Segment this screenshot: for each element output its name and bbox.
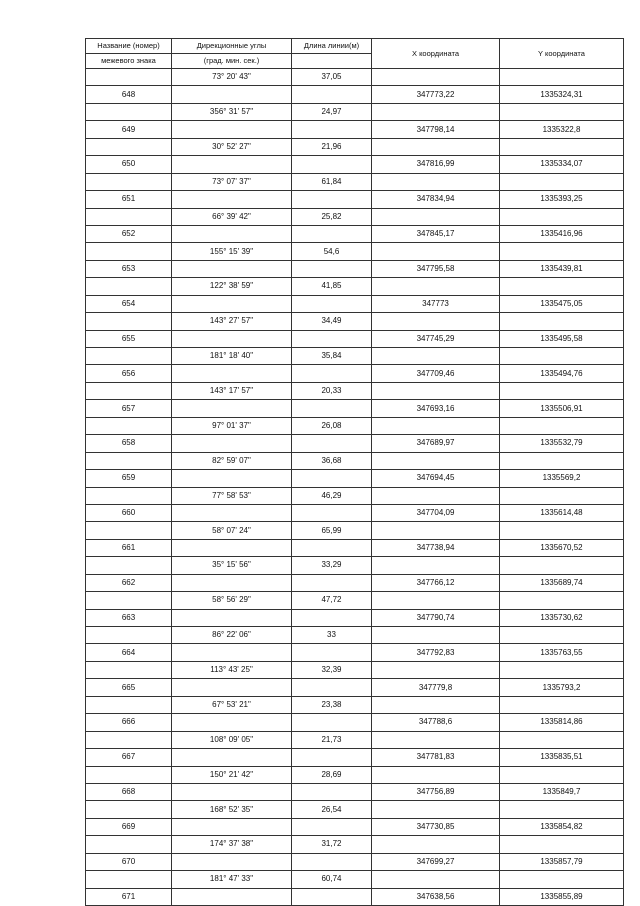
table-row xyxy=(86,627,624,644)
angle-cell xyxy=(172,853,292,870)
x-coordinate-cell: 347756,89 xyxy=(372,783,500,800)
table-row xyxy=(86,103,624,120)
marker-cell: 661 xyxy=(86,539,172,556)
table-row xyxy=(86,191,624,208)
angle-cell: 356° 31' 57" xyxy=(172,103,292,120)
length-cell: 32,39 xyxy=(292,661,372,678)
marker-cell xyxy=(86,522,172,539)
angle-cell xyxy=(172,330,292,347)
angle-cell xyxy=(172,783,292,800)
x-coordinate-cell: 347773,22 xyxy=(372,86,500,103)
y-coordinate-cell: 1335614,48 xyxy=(500,504,624,521)
length-cell xyxy=(292,330,372,347)
length-cell: 23,38 xyxy=(292,696,372,713)
y-coordinate-cell xyxy=(500,103,624,120)
table-row xyxy=(86,417,624,434)
angle-cell: 73° 07' 37" xyxy=(172,173,292,190)
marker-cell xyxy=(86,836,172,853)
length-cell: 21,96 xyxy=(292,138,372,155)
length-cell: 21,73 xyxy=(292,731,372,748)
x-coordinate-cell xyxy=(372,278,500,295)
x-coordinate-cell xyxy=(372,348,500,365)
table-row xyxy=(86,539,624,556)
length-cell xyxy=(292,435,372,452)
header-direction-angles: Дирекционные углы xyxy=(172,39,292,54)
length-cell xyxy=(292,574,372,591)
marker-cell: 663 xyxy=(86,609,172,626)
table-row xyxy=(86,818,624,835)
y-coordinate-cell xyxy=(500,348,624,365)
table-row xyxy=(86,644,624,661)
x-coordinate-cell: 347694,45 xyxy=(372,470,500,487)
table-row xyxy=(86,435,624,452)
table-row xyxy=(86,504,624,521)
table-row xyxy=(86,121,624,138)
marker-cell xyxy=(86,278,172,295)
angle-cell xyxy=(172,191,292,208)
y-coordinate-cell: 1335532,79 xyxy=(500,435,624,452)
y-coordinate-cell: 1335506,91 xyxy=(500,400,624,417)
length-cell: 65,99 xyxy=(292,522,372,539)
x-coordinate-cell: 347766,12 xyxy=(372,574,500,591)
length-cell: 36,68 xyxy=(292,452,372,469)
marker-cell xyxy=(86,696,172,713)
y-coordinate-cell xyxy=(500,278,624,295)
y-coordinate-cell: 1335334,07 xyxy=(500,156,624,173)
y-coordinate-cell: 1335495,58 xyxy=(500,330,624,347)
length-cell xyxy=(292,609,372,626)
y-coordinate-cell xyxy=(500,452,624,469)
marker-cell: 662 xyxy=(86,574,172,591)
angle-cell xyxy=(172,365,292,382)
table-row xyxy=(86,452,624,469)
y-coordinate-cell: 1335322,8 xyxy=(500,121,624,138)
y-coordinate-cell: 1335793,2 xyxy=(500,679,624,696)
marker-cell: 665 xyxy=(86,679,172,696)
y-coordinate-cell xyxy=(500,208,624,225)
length-cell: 33 xyxy=(292,627,372,644)
x-coordinate-cell: 347834,94 xyxy=(372,191,500,208)
subheader-marker-name: межевого знака xyxy=(86,54,172,69)
y-coordinate-cell: 1335849,7 xyxy=(500,783,624,800)
length-cell xyxy=(292,295,372,312)
length-cell: 28,69 xyxy=(292,766,372,783)
table-row xyxy=(86,400,624,417)
angle-cell: 113° 43' 25" xyxy=(172,661,292,678)
marker-cell xyxy=(86,382,172,399)
x-coordinate-cell: 347689,97 xyxy=(372,435,500,452)
y-coordinate-cell xyxy=(500,417,624,434)
y-coordinate-cell: 1335569,2 xyxy=(500,470,624,487)
y-coordinate-cell xyxy=(500,138,624,155)
x-coordinate-cell: 347693,16 xyxy=(372,400,500,417)
y-coordinate-cell: 1335763,55 xyxy=(500,644,624,661)
table-row xyxy=(86,557,624,574)
length-cell: 20,33 xyxy=(292,382,372,399)
marker-cell xyxy=(86,801,172,818)
marker-cell: 653 xyxy=(86,260,172,277)
boundary-coordinates-table xyxy=(85,38,624,906)
angle-cell: 143° 27' 57" xyxy=(172,313,292,330)
x-coordinate-cell xyxy=(372,836,500,853)
x-coordinate-cell xyxy=(372,103,500,120)
y-coordinate-cell: 1335670,52 xyxy=(500,539,624,556)
marker-cell: 668 xyxy=(86,783,172,800)
angle-cell xyxy=(172,644,292,661)
x-coordinate-cell xyxy=(372,69,500,86)
marker-cell: 659 xyxy=(86,470,172,487)
table-row xyxy=(86,766,624,783)
table-row xyxy=(86,330,624,347)
marker-cell xyxy=(86,69,172,86)
y-coordinate-cell xyxy=(500,627,624,644)
x-coordinate-cell: 347845,17 xyxy=(372,225,500,242)
table-row xyxy=(86,69,624,86)
subheader-direction-units: (град. мин. сек.) xyxy=(172,54,292,69)
x-coordinate-cell: 347779,8 xyxy=(372,679,500,696)
x-coordinate-cell: 347638,56 xyxy=(372,888,500,905)
y-coordinate-cell: 1335494,76 xyxy=(500,365,624,382)
length-cell: 46,29 xyxy=(292,487,372,504)
angle-cell xyxy=(172,818,292,835)
x-coordinate-cell: 347795,58 xyxy=(372,260,500,277)
table-row xyxy=(86,243,624,260)
y-coordinate-cell xyxy=(500,696,624,713)
header-line-length: Длина линии(м) xyxy=(292,39,372,54)
x-coordinate-cell xyxy=(372,452,500,469)
table-row xyxy=(86,348,624,365)
table-row xyxy=(86,696,624,713)
angle-cell xyxy=(172,888,292,905)
x-coordinate-cell: 347773 xyxy=(372,295,500,312)
x-coordinate-cell xyxy=(372,731,500,748)
marker-cell: 657 xyxy=(86,400,172,417)
header-y-coordinate: Y координата xyxy=(500,39,624,69)
y-coordinate-cell: 1335814,86 xyxy=(500,714,624,731)
marker-cell xyxy=(86,208,172,225)
length-cell: 31,72 xyxy=(292,836,372,853)
table-header-row xyxy=(86,39,624,54)
angle-cell: 122° 38' 59" xyxy=(172,278,292,295)
length-cell: 61,84 xyxy=(292,173,372,190)
table-row xyxy=(86,679,624,696)
marker-cell: 649 xyxy=(86,121,172,138)
marker-cell xyxy=(86,452,172,469)
header-marker-name: Название (номер) xyxy=(86,39,172,54)
x-coordinate-cell xyxy=(372,592,500,609)
length-cell: 47,72 xyxy=(292,592,372,609)
y-coordinate-cell xyxy=(500,382,624,399)
angle-cell xyxy=(172,539,292,556)
length-cell: 25,82 xyxy=(292,208,372,225)
table-row xyxy=(86,278,624,295)
x-coordinate-cell xyxy=(372,382,500,399)
length-cell xyxy=(292,818,372,835)
length-cell: 34,49 xyxy=(292,313,372,330)
x-coordinate-cell xyxy=(372,243,500,260)
table-row xyxy=(86,382,624,399)
length-cell: 54,6 xyxy=(292,243,372,260)
angle-cell xyxy=(172,504,292,521)
angle-cell: 30° 52' 27" xyxy=(172,138,292,155)
header-x-coordinate: X координата xyxy=(372,39,500,69)
angle-cell: 58° 56' 29" xyxy=(172,592,292,609)
table-row xyxy=(86,208,624,225)
marker-cell xyxy=(86,173,172,190)
length-cell xyxy=(292,191,372,208)
angle-cell: 181° 47' 33" xyxy=(172,871,292,888)
angle-cell: 150° 21' 42" xyxy=(172,766,292,783)
marker-cell: 671 xyxy=(86,888,172,905)
marker-cell xyxy=(86,871,172,888)
length-cell: 41,85 xyxy=(292,278,372,295)
angle-cell xyxy=(172,714,292,731)
length-cell xyxy=(292,225,372,242)
marker-cell xyxy=(86,138,172,155)
y-coordinate-cell: 1335416,96 xyxy=(500,225,624,242)
y-coordinate-cell: 1335730,62 xyxy=(500,609,624,626)
angle-cell xyxy=(172,470,292,487)
table-body xyxy=(86,69,624,906)
length-cell xyxy=(292,783,372,800)
x-coordinate-cell: 347745,29 xyxy=(372,330,500,347)
y-coordinate-cell: 1335689,74 xyxy=(500,574,624,591)
angle-cell: 82° 59' 07" xyxy=(172,452,292,469)
x-coordinate-cell: 347699,27 xyxy=(372,853,500,870)
table-row xyxy=(86,888,624,905)
table-row xyxy=(86,260,624,277)
angle-cell xyxy=(172,609,292,626)
marker-cell xyxy=(86,313,172,330)
length-cell xyxy=(292,888,372,905)
length-cell xyxy=(292,679,372,696)
table-row xyxy=(86,156,624,173)
marker-cell: 650 xyxy=(86,156,172,173)
table-row xyxy=(86,661,624,678)
y-coordinate-cell: 1335475,05 xyxy=(500,295,624,312)
marker-cell: 670 xyxy=(86,853,172,870)
length-cell: 60,74 xyxy=(292,871,372,888)
y-coordinate-cell xyxy=(500,173,624,190)
x-coordinate-cell xyxy=(372,627,500,644)
angle-cell xyxy=(172,86,292,103)
table-row xyxy=(86,487,624,504)
angle-cell xyxy=(172,679,292,696)
table-row xyxy=(86,871,624,888)
angle-cell: 143° 17' 57" xyxy=(172,382,292,399)
length-cell xyxy=(292,504,372,521)
table-row xyxy=(86,836,624,853)
x-coordinate-cell: 347798,14 xyxy=(372,121,500,138)
length-cell: 26,08 xyxy=(292,417,372,434)
marker-cell: 654 xyxy=(86,295,172,312)
table-row xyxy=(86,574,624,591)
table-row xyxy=(86,592,624,609)
marker-cell: 655 xyxy=(86,330,172,347)
length-cell: 24,97 xyxy=(292,103,372,120)
x-coordinate-cell: 347790,74 xyxy=(372,609,500,626)
marker-cell: 664 xyxy=(86,644,172,661)
table-row xyxy=(86,609,624,626)
table-row xyxy=(86,138,624,155)
angle-cell: 73° 20' 43" xyxy=(172,69,292,86)
table-row xyxy=(86,365,624,382)
y-coordinate-cell: 1335393,25 xyxy=(500,191,624,208)
table-row xyxy=(86,853,624,870)
angle-cell xyxy=(172,295,292,312)
y-coordinate-cell xyxy=(500,661,624,678)
length-cell xyxy=(292,644,372,661)
y-coordinate-cell xyxy=(500,836,624,853)
table-row xyxy=(86,749,624,766)
y-coordinate-cell xyxy=(500,69,624,86)
x-coordinate-cell: 347816,99 xyxy=(372,156,500,173)
angle-cell xyxy=(172,574,292,591)
x-coordinate-cell xyxy=(372,208,500,225)
length-cell xyxy=(292,853,372,870)
x-coordinate-cell xyxy=(372,557,500,574)
table-row xyxy=(86,801,624,818)
length-cell xyxy=(292,365,372,382)
y-coordinate-cell xyxy=(500,557,624,574)
marker-cell: 658 xyxy=(86,435,172,452)
marker-cell xyxy=(86,557,172,574)
angle-cell xyxy=(172,225,292,242)
length-cell xyxy=(292,156,372,173)
y-coordinate-cell: 1335857,79 xyxy=(500,853,624,870)
y-coordinate-cell xyxy=(500,487,624,504)
marker-cell xyxy=(86,243,172,260)
marker-cell: 669 xyxy=(86,818,172,835)
angle-cell: 67° 53' 21" xyxy=(172,696,292,713)
y-coordinate-cell xyxy=(500,592,624,609)
y-coordinate-cell: 1335855,89 xyxy=(500,888,624,905)
x-coordinate-cell: 347704,09 xyxy=(372,504,500,521)
length-cell xyxy=(292,86,372,103)
length-cell xyxy=(292,714,372,731)
x-coordinate-cell xyxy=(372,173,500,190)
marker-cell: 666 xyxy=(86,714,172,731)
length-cell: 35,84 xyxy=(292,348,372,365)
x-coordinate-cell xyxy=(372,696,500,713)
marker-cell xyxy=(86,627,172,644)
length-cell: 37,05 xyxy=(292,69,372,86)
length-cell xyxy=(292,470,372,487)
x-coordinate-cell: 347709,46 xyxy=(372,365,500,382)
marker-cell: 651 xyxy=(86,191,172,208)
angle-cell: 35° 15' 56" xyxy=(172,557,292,574)
table-row xyxy=(86,173,624,190)
x-coordinate-cell xyxy=(372,871,500,888)
marker-cell: 660 xyxy=(86,504,172,521)
y-coordinate-cell: 1335835,51 xyxy=(500,749,624,766)
x-coordinate-cell xyxy=(372,487,500,504)
length-cell: 26,54 xyxy=(292,801,372,818)
x-coordinate-cell: 347792,83 xyxy=(372,644,500,661)
y-coordinate-cell xyxy=(500,731,624,748)
table-row xyxy=(86,313,624,330)
table-row xyxy=(86,470,624,487)
angle-cell: 97° 01' 37" xyxy=(172,417,292,434)
marker-cell xyxy=(86,103,172,120)
marker-cell: 656 xyxy=(86,365,172,382)
x-coordinate-cell xyxy=(372,522,500,539)
table-row xyxy=(86,731,624,748)
marker-cell: 648 xyxy=(86,86,172,103)
marker-cell xyxy=(86,417,172,434)
marker-cell xyxy=(86,731,172,748)
angle-cell: 66° 39' 42" xyxy=(172,208,292,225)
marker-cell xyxy=(86,487,172,504)
table-row xyxy=(86,86,624,103)
table-row xyxy=(86,295,624,312)
y-coordinate-cell: 1335854,82 xyxy=(500,818,624,835)
y-coordinate-cell: 1335439,81 xyxy=(500,260,624,277)
angle-cell xyxy=(172,435,292,452)
x-coordinate-cell xyxy=(372,138,500,155)
y-coordinate-cell xyxy=(500,522,624,539)
angle-cell: 108° 09' 05" xyxy=(172,731,292,748)
angle-cell xyxy=(172,749,292,766)
angle-cell xyxy=(172,156,292,173)
x-coordinate-cell: 347788,6 xyxy=(372,714,500,731)
angle-cell: 77° 58' 53" xyxy=(172,487,292,504)
length-cell xyxy=(292,260,372,277)
angle-cell: 58° 07' 24" xyxy=(172,522,292,539)
y-coordinate-cell xyxy=(500,871,624,888)
angle-cell xyxy=(172,400,292,417)
length-cell xyxy=(292,749,372,766)
length-cell xyxy=(292,400,372,417)
table-row xyxy=(86,522,624,539)
angle-cell: 155° 15' 39" xyxy=(172,243,292,260)
y-coordinate-cell xyxy=(500,313,624,330)
x-coordinate-cell xyxy=(372,313,500,330)
table-row xyxy=(86,783,624,800)
x-coordinate-cell: 347730,85 xyxy=(372,818,500,835)
y-coordinate-cell xyxy=(500,766,624,783)
y-coordinate-cell xyxy=(500,243,624,260)
marker-cell xyxy=(86,661,172,678)
length-cell: 33,29 xyxy=(292,557,372,574)
x-coordinate-cell: 347781,83 xyxy=(372,749,500,766)
table-row xyxy=(86,714,624,731)
x-coordinate-cell xyxy=(372,417,500,434)
y-coordinate-cell xyxy=(500,801,624,818)
angle-cell: 86° 22' 06" xyxy=(172,627,292,644)
subheader-empty xyxy=(292,54,372,69)
angle-cell: 174° 37' 38" xyxy=(172,836,292,853)
x-coordinate-cell: 347738,94 xyxy=(372,539,500,556)
marker-cell: 652 xyxy=(86,225,172,242)
marker-cell: 667 xyxy=(86,749,172,766)
angle-cell xyxy=(172,260,292,277)
length-cell xyxy=(292,539,372,556)
marker-cell xyxy=(86,348,172,365)
marker-cell xyxy=(86,766,172,783)
angle-cell: 181° 18' 40" xyxy=(172,348,292,365)
angle-cell: 168° 52' 35" xyxy=(172,801,292,818)
y-coordinate-cell: 1335324,31 xyxy=(500,86,624,103)
x-coordinate-cell xyxy=(372,766,500,783)
x-coordinate-cell xyxy=(372,801,500,818)
marker-cell xyxy=(86,592,172,609)
table-row xyxy=(86,225,624,242)
angle-cell xyxy=(172,121,292,138)
length-cell xyxy=(292,121,372,138)
x-coordinate-cell xyxy=(372,661,500,678)
